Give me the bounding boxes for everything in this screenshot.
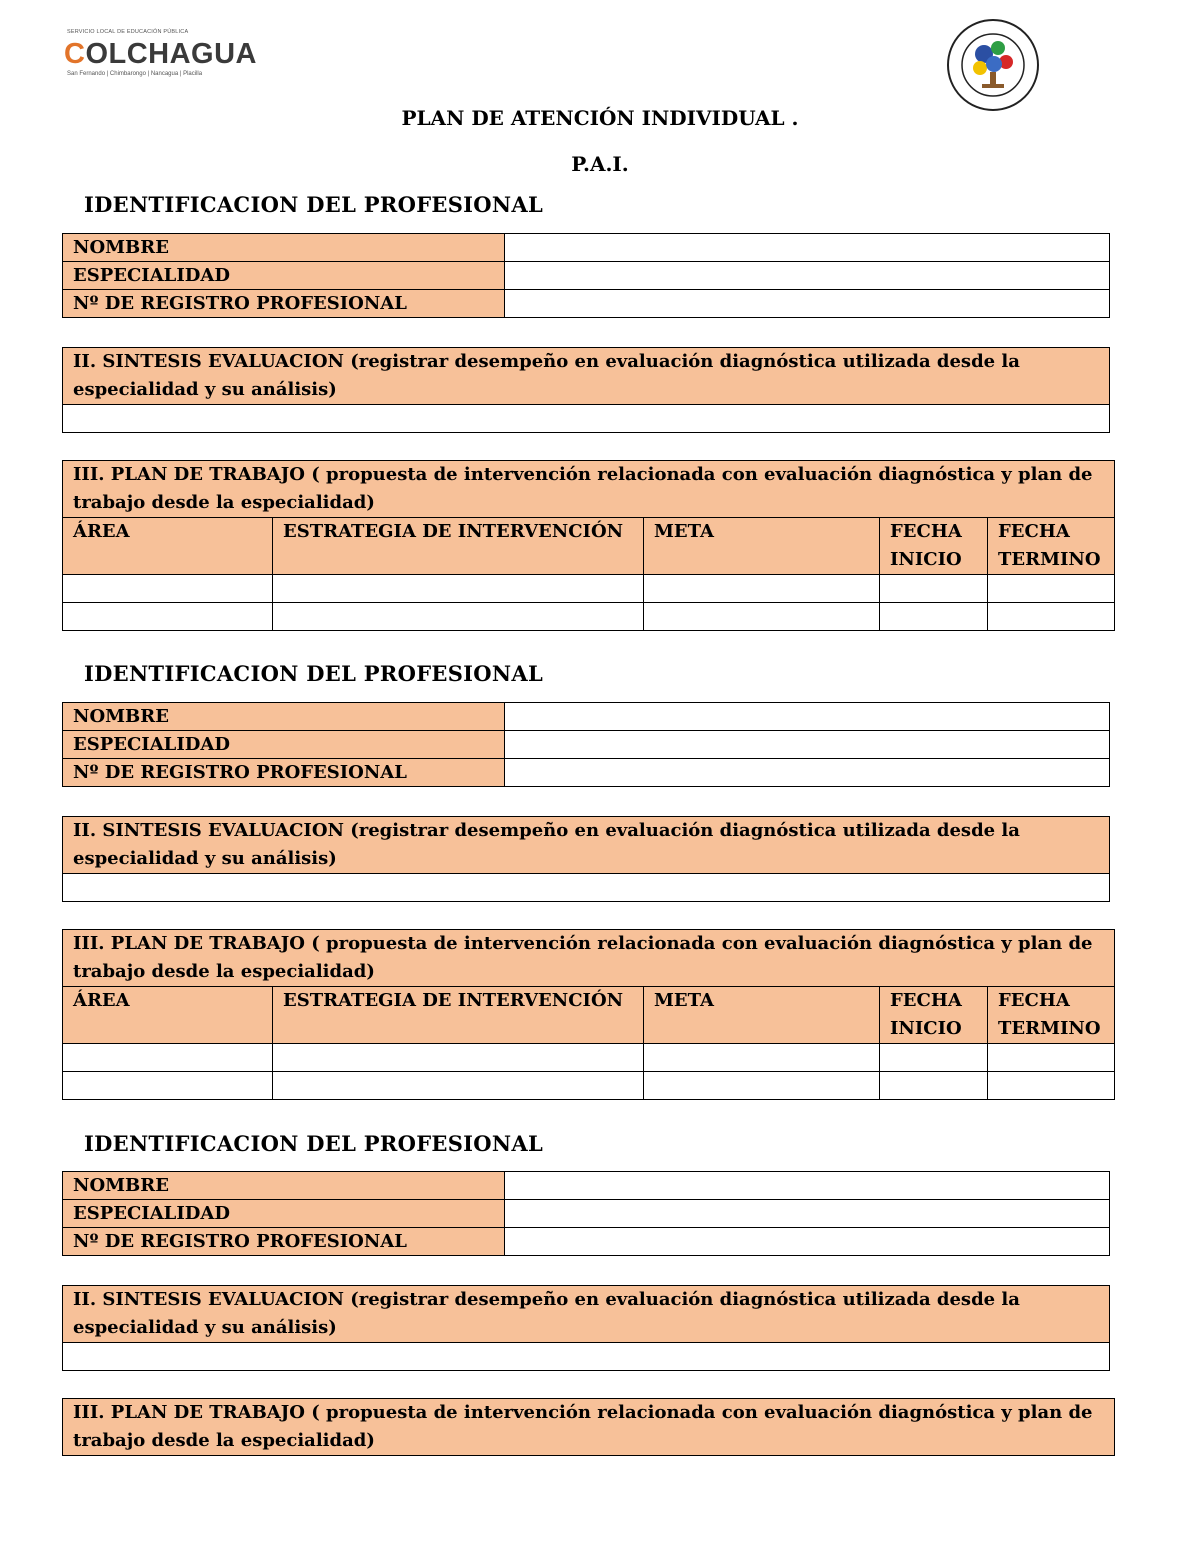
goal-cell[interactable] bbox=[644, 1044, 880, 1072]
table-row bbox=[63, 603, 1115, 631]
table-row bbox=[63, 1200, 1110, 1228]
end-date-cell[interactable] bbox=[988, 575, 1115, 603]
logo-caption-bottom: San Fernando | Chimbarongo | Nancagua | Placilla bbox=[67, 71, 203, 77]
name-label: NOMBRE bbox=[63, 703, 505, 731]
professional-id-table bbox=[62, 1171, 1110, 1256]
specialty-field[interactable] bbox=[505, 731, 1110, 759]
section-title: IDENTIFICACION DEL PROFESIONAL bbox=[84, 1131, 544, 1156]
section-title: IDENTIFICACION DEL PROFESIONAL bbox=[84, 192, 544, 217]
document-subtitle: P.A.I. bbox=[571, 152, 629, 176]
column-area: ÁREA bbox=[63, 518, 273, 575]
specialty-field[interactable] bbox=[505, 1200, 1110, 1228]
specialty-label: ESPECIALIDAD bbox=[63, 731, 505, 759]
start-date-cell[interactable] bbox=[880, 1072, 988, 1100]
professional-id-table bbox=[62, 233, 1110, 318]
name-label: NOMBRE bbox=[63, 1172, 505, 1200]
work-plan-table bbox=[62, 460, 1115, 631]
name-field[interactable] bbox=[505, 1172, 1110, 1200]
registry-label: Nº DE REGISTRO PROFESIONAL bbox=[63, 1228, 505, 1256]
table-row bbox=[63, 759, 1110, 787]
registry-label: Nº DE REGISTRO PROFESIONAL bbox=[63, 290, 505, 318]
specialty-field[interactable] bbox=[505, 262, 1110, 290]
table-row bbox=[63, 575, 1115, 603]
table-row bbox=[63, 461, 1115, 518]
synthesis-header: II. SINTESIS EVALUACION (registrar desempeño en evaluación diagnóstica utilizada desde la especialidad y su análisis) bbox=[63, 348, 1110, 405]
work-plan-table bbox=[62, 1398, 1115, 1456]
evaluation-synthesis-table bbox=[62, 1285, 1110, 1371]
registry-field[interactable] bbox=[505, 290, 1110, 318]
end-date-cell[interactable] bbox=[988, 1044, 1115, 1072]
school-seal-logo bbox=[946, 18, 1040, 112]
table-row bbox=[63, 1343, 1110, 1371]
table-row bbox=[63, 1072, 1115, 1100]
table-row bbox=[63, 1399, 1115, 1456]
table-row bbox=[63, 987, 1115, 1044]
strategy-cell[interactable] bbox=[273, 1044, 644, 1072]
specialty-label: ESPECIALIDAD bbox=[63, 1200, 505, 1228]
column-goal: META bbox=[644, 518, 880, 575]
table-row bbox=[63, 817, 1110, 874]
start-date-cell[interactable] bbox=[880, 575, 988, 603]
start-date-cell[interactable] bbox=[880, 603, 988, 631]
strategy-cell[interactable] bbox=[273, 1072, 644, 1100]
table-row bbox=[63, 262, 1110, 290]
table-row bbox=[63, 348, 1110, 405]
end-date-cell[interactable] bbox=[988, 603, 1115, 631]
specialty-label: ESPECIALIDAD bbox=[63, 262, 505, 290]
column-end-date: FECHA TERMINO bbox=[988, 987, 1115, 1044]
synthesis-header: II. SINTESIS EVALUACION (registrar desempeño en evaluación diagnóstica utilizada desde la especialidad y su análisis) bbox=[63, 1286, 1110, 1343]
table-row bbox=[63, 874, 1110, 902]
table-row bbox=[63, 731, 1110, 759]
colchagua-logo: COLCHAGUA bbox=[64, 38, 257, 70]
work-plan-header: III. PLAN DE TRABAJO ( propuesta de intervención relacionada con evaluación diagnóstica y plan de trabajo desde la especialidad) bbox=[63, 1399, 1115, 1456]
synthesis-field[interactable] bbox=[63, 874, 1110, 902]
table-row bbox=[63, 290, 1110, 318]
start-date-cell[interactable] bbox=[880, 1044, 988, 1072]
table-row bbox=[63, 930, 1115, 987]
strategy-cell[interactable] bbox=[273, 603, 644, 631]
synthesis-field[interactable] bbox=[63, 405, 1110, 433]
registry-field[interactable] bbox=[505, 1228, 1110, 1256]
logo-caption-top: SERVICIO LOCAL DE EDUCACIÓN PÚBLICA bbox=[67, 29, 189, 35]
name-field[interactable] bbox=[505, 234, 1110, 262]
synthesis-field[interactable] bbox=[63, 1343, 1110, 1371]
area-cell[interactable] bbox=[63, 603, 273, 631]
logo-name-rest: OLCHAGUA bbox=[85, 38, 257, 70]
professional-id-table bbox=[62, 702, 1110, 787]
registry-field[interactable] bbox=[505, 759, 1110, 787]
name-field[interactable] bbox=[505, 703, 1110, 731]
registry-label: Nº DE REGISTRO PROFESIONAL bbox=[63, 759, 505, 787]
column-goal: META bbox=[644, 987, 880, 1044]
column-strategy: ESTRATEGIA DE INTERVENCIÓN bbox=[273, 987, 644, 1044]
document-title: PLAN DE ATENCIÓN INDIVIDUAL . bbox=[401, 106, 799, 130]
table-row bbox=[63, 1044, 1115, 1072]
area-cell[interactable] bbox=[63, 1072, 273, 1100]
table-row bbox=[63, 1228, 1110, 1256]
table-row bbox=[63, 1172, 1110, 1200]
end-date-cell[interactable] bbox=[988, 1072, 1115, 1100]
table-row bbox=[63, 703, 1110, 731]
column-area: ÁREA bbox=[63, 987, 273, 1044]
table-row bbox=[63, 234, 1110, 262]
goal-cell[interactable] bbox=[644, 603, 880, 631]
column-end-date: FECHA TERMINO bbox=[988, 518, 1115, 575]
evaluation-synthesis-table bbox=[62, 816, 1110, 902]
table-row bbox=[63, 1286, 1110, 1343]
work-plan-table bbox=[62, 929, 1115, 1100]
section-title: IDENTIFICACION DEL PROFESIONAL bbox=[84, 661, 544, 686]
column-strategy: ESTRATEGIA DE INTERVENCIÓN bbox=[273, 518, 644, 575]
goal-cell[interactable] bbox=[644, 1072, 880, 1100]
area-cell[interactable] bbox=[63, 1044, 273, 1072]
name-label: NOMBRE bbox=[63, 234, 505, 262]
strategy-cell[interactable] bbox=[273, 575, 644, 603]
evaluation-synthesis-table bbox=[62, 347, 1110, 433]
column-start-date: FECHA INICIO bbox=[880, 518, 988, 575]
work-plan-header: III. PLAN DE TRABAJO ( propuesta de intervención relacionada con evaluación diagnóstica y plan de trabajo desde la especialidad) bbox=[63, 461, 1115, 518]
table-row bbox=[63, 405, 1110, 433]
column-start-date: FECHA INICIO bbox=[880, 987, 988, 1044]
goal-cell[interactable] bbox=[644, 575, 880, 603]
work-plan-header: III. PLAN DE TRABAJO ( propuesta de intervención relacionada con evaluación diagnóstica y plan de trabajo desde la especialidad) bbox=[63, 930, 1115, 987]
table-row bbox=[63, 518, 1115, 575]
synthesis-header: II. SINTESIS EVALUACION (registrar desempeño en evaluación diagnóstica utilizada desde la especialidad y su análisis) bbox=[63, 817, 1110, 874]
area-cell[interactable] bbox=[63, 575, 273, 603]
